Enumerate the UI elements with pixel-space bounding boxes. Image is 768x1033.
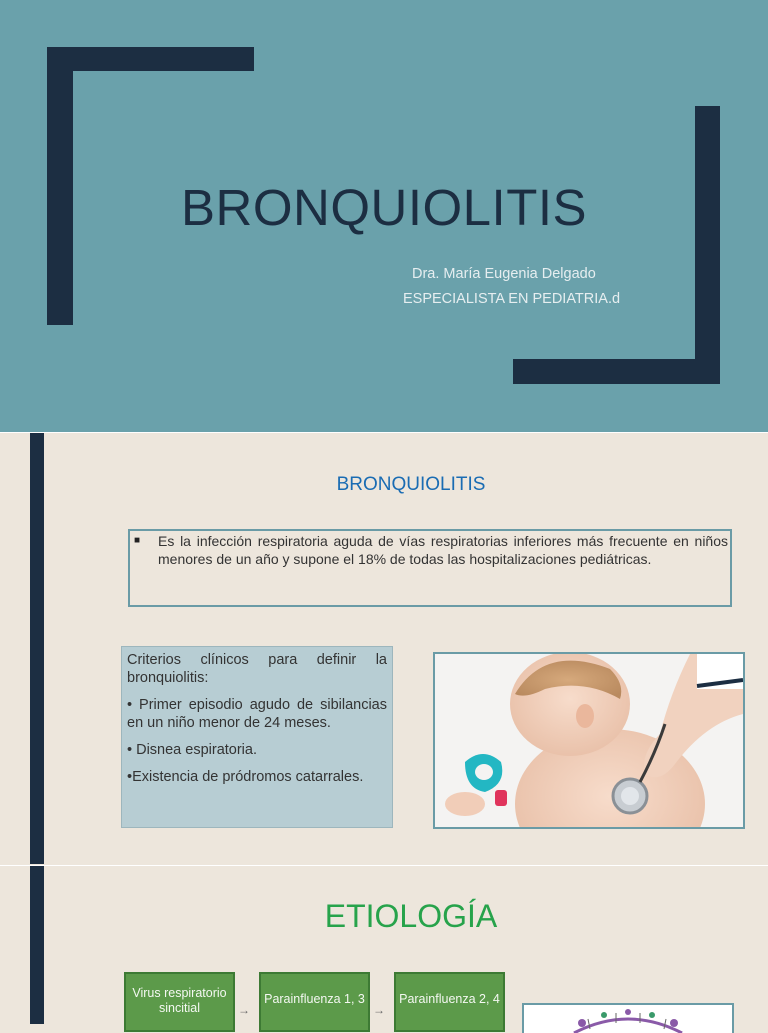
arrow-right-icon: →	[373, 1003, 385, 1017]
criteria-intro: Criterios clínicos para definir la bronquiolitis:	[127, 652, 387, 686]
virus-icon	[524, 1005, 732, 1033]
flow-box-parainfluenza-1-3	[259, 972, 370, 1032]
criteria-item: •Existencia de pródromos catarrales.	[127, 769, 364, 785]
flow-box-label: Parainfluenza 1, 3	[264, 992, 365, 1006]
baby-stethoscope-photo	[433, 652, 745, 829]
frame-bottom-right-vertical	[695, 106, 720, 384]
slide2-title: BRONQUIOLITIS	[336, 474, 486, 495]
flow-box-virus-sincitial	[124, 972, 235, 1032]
flow-box-label: Virus respiratorio sincitial	[132, 986, 227, 1015]
arrow-right-icon: →	[238, 1003, 250, 1017]
virus-illustration	[522, 1003, 734, 1033]
criteria-item: • Disnea espiratoria.	[127, 742, 257, 758]
author-name: Dra. María Eugenia Delgado	[412, 266, 596, 282]
criteria-item: • Primer episodio agudo de sibilancias en un niño menor de 24 meses.	[127, 697, 387, 731]
author-specialty: ESPECIALISTA EN PEDIATRIA.d	[403, 291, 621, 307]
definition-text: Es la infección respiratoria aguda de vías respiratorias inferiores más frecuente en niños menores de un año y supone el 18% de todas las hospitalizaciones pediátricas.	[158, 533, 728, 567]
slide3-side-bar	[30, 866, 44, 1024]
slide2-side-bar	[30, 433, 44, 864]
baby-stethoscope-illustration	[435, 654, 743, 827]
criteria-box	[121, 646, 393, 828]
frame-top-left-horizontal	[47, 47, 254, 71]
flow-box-label: Parainfluenza 2, 4	[399, 992, 500, 1006]
square-bullet-icon: ■	[134, 535, 141, 546]
frame-bottom-right-horizontal	[513, 359, 720, 384]
etiology-slide	[0, 865, 768, 1025]
slide3-title: ETIOLOGÍA	[324, 898, 498, 934]
presentation-title: BRONQUIOLITIS	[180, 179, 588, 236]
flow-box-parainfluenza-2-4	[394, 972, 505, 1032]
